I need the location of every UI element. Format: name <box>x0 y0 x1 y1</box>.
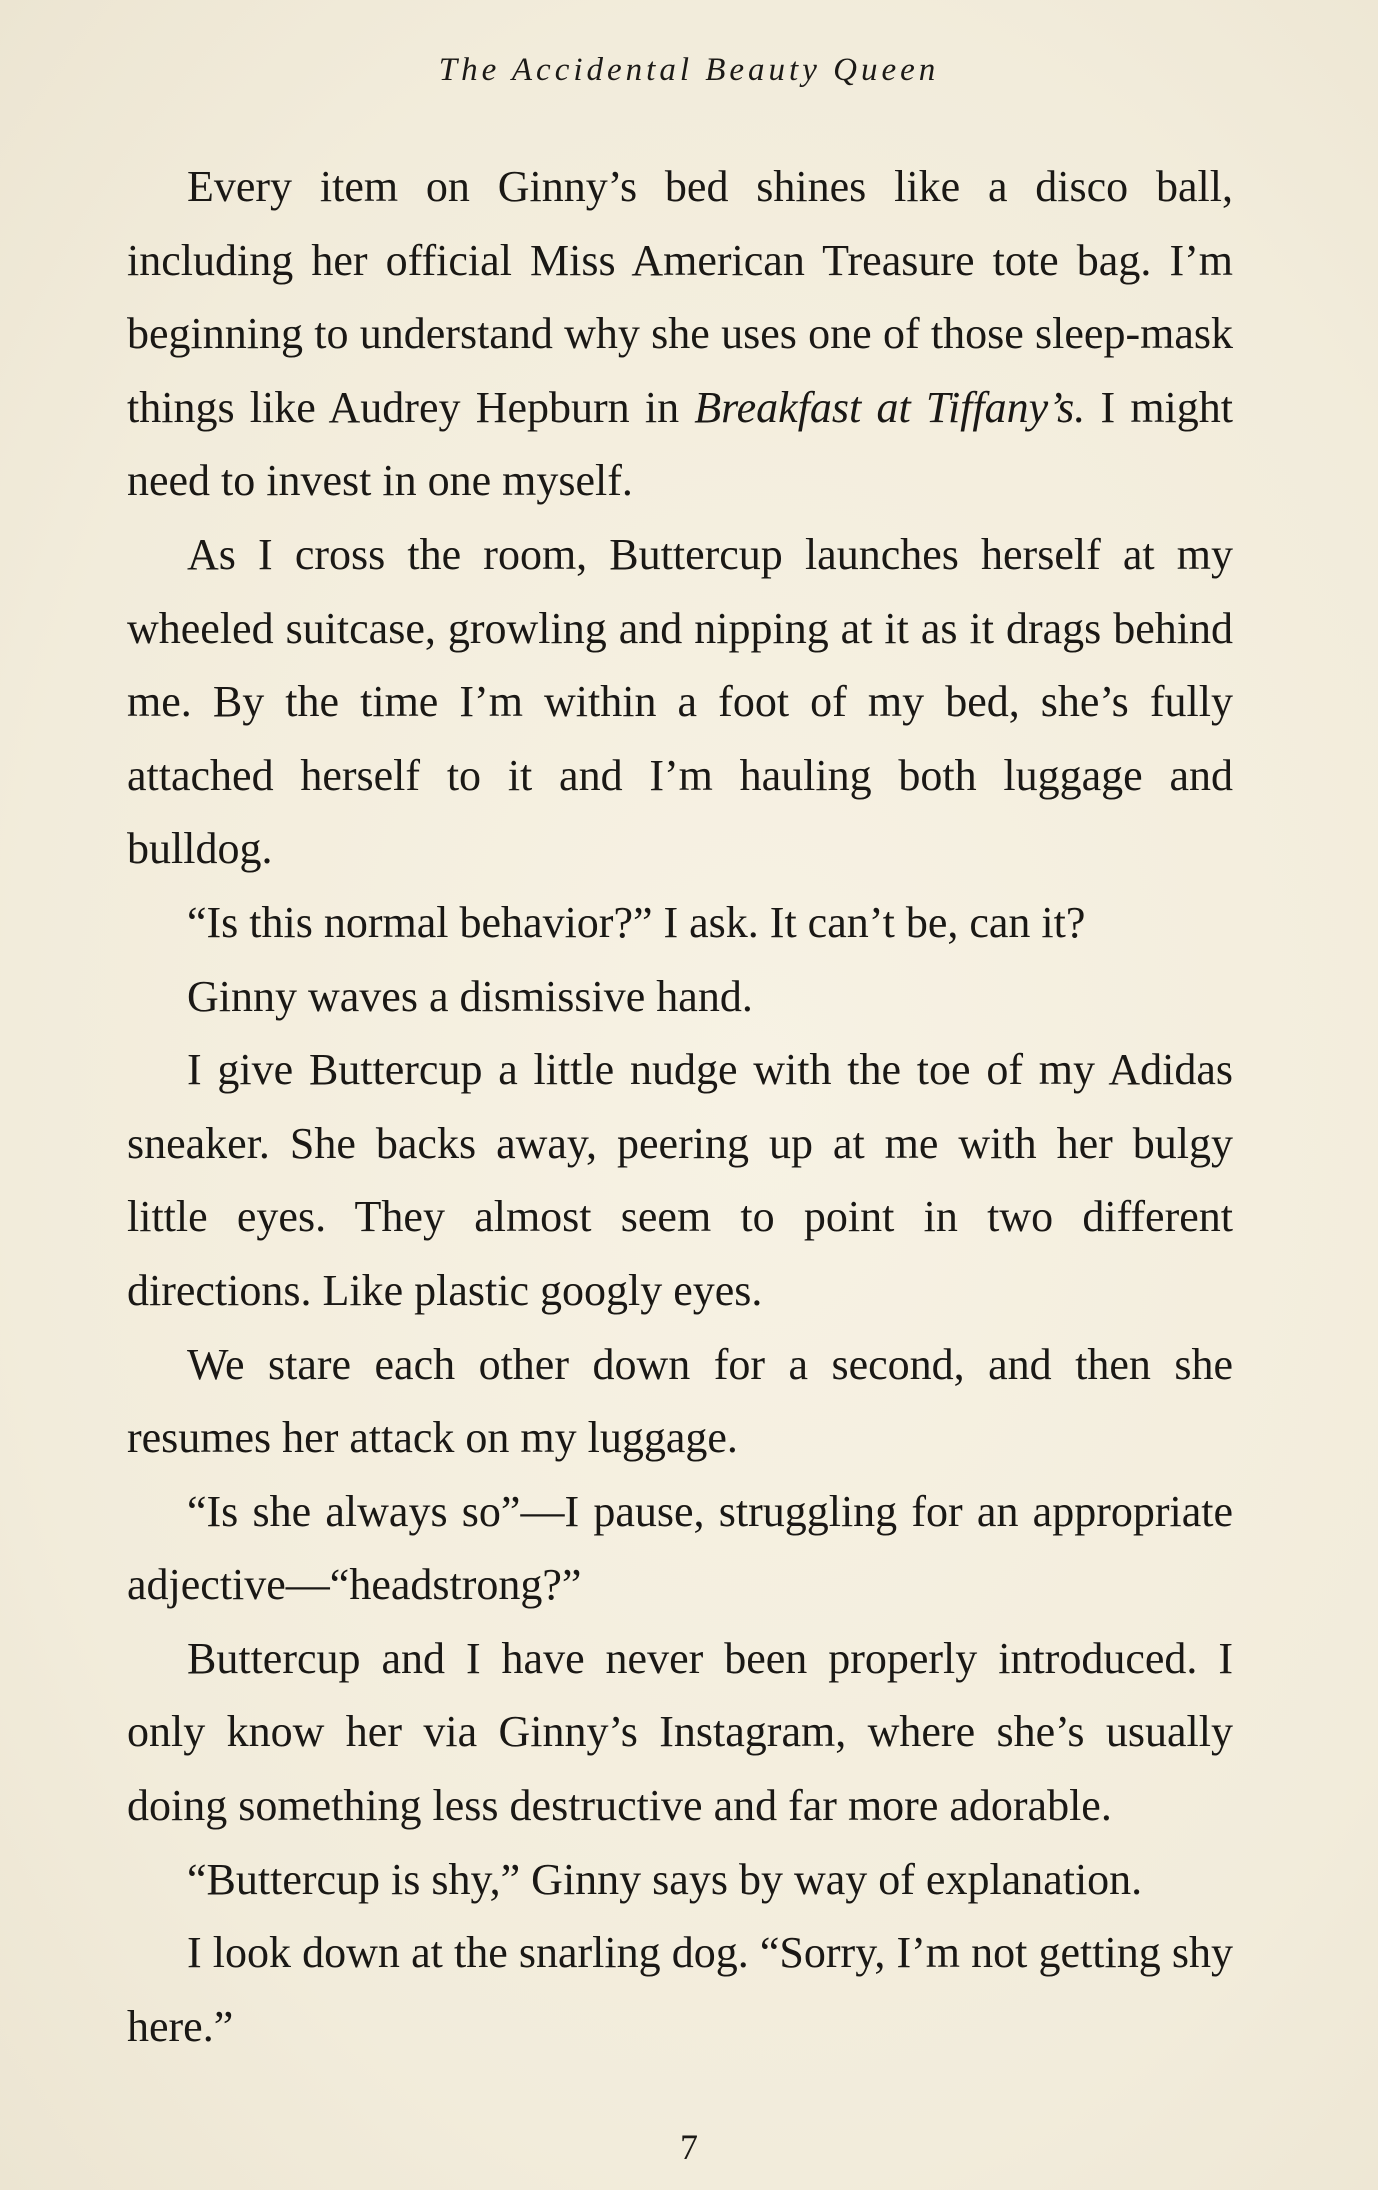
paragraph: Buttercup and I have never been properly introduced. I only know her via Ginny’s Instagram, where she’s usually doing something less destructive and far more adorable. <box>127 1633 1233 1831</box>
paragraph: Ginny waves a dismissive hand. <box>187 971 753 1021</box>
running-head: The Accidental Beauty Queen <box>438 52 940 88</box>
paragraph-text: Every item on Ginny’s bed shines like a disco ball, including her official Miss American Treasure tote bag. I’m beginning to understand why she uses one of those sleep-mask things like Audrey Hepburn in <box>127 162 1233 432</box>
paragraph: As I cross the room, Buttercup launches herself at my wheeled suitcase, growling and nipping at it as it drags behind me. By the time I’m within a foot of my bed, she’s fully attached herself to it and I’m hauling both luggage and bulldog. <box>127 529 1233 874</box>
paragraph: “Is this normal behavior?” I ask. It can’t be, can it? <box>187 897 1086 947</box>
paragraph: “Is she always so”—I pause, struggling for an appropriate adjective—“headstrong?” <box>127 1486 1233 1610</box>
paragraph-text: I might need to invest in one myself. <box>127 382 1233 506</box>
paragraph: I give Buttercup a little nudge with the toe of my Adidas sneaker. She backs away, peering up at me with her bulgy little eyes. They almost seem to point in two different directions. Like plastic googly eyes. <box>127 1045 1233 1315</box>
book-title-italic: Breakfast at Tiffany’s. <box>694 382 1086 432</box>
paragraph: “Buttercup is shy,” Ginny says by way of explanation. <box>187 1854 1143 1904</box>
paragraph: I look down at the snarling dog. “Sorry, I’m not getting shy here.” <box>127 1928 1233 2051</box>
paragraph: We stare each other down for a second, and then she resumes her attack on my luggage. <box>127 1339 1233 1463</box>
page-number: 7 <box>680 2127 698 2167</box>
paragraph <box>127 150 1233 518</box>
body-text <box>127 150 1233 2063</box>
